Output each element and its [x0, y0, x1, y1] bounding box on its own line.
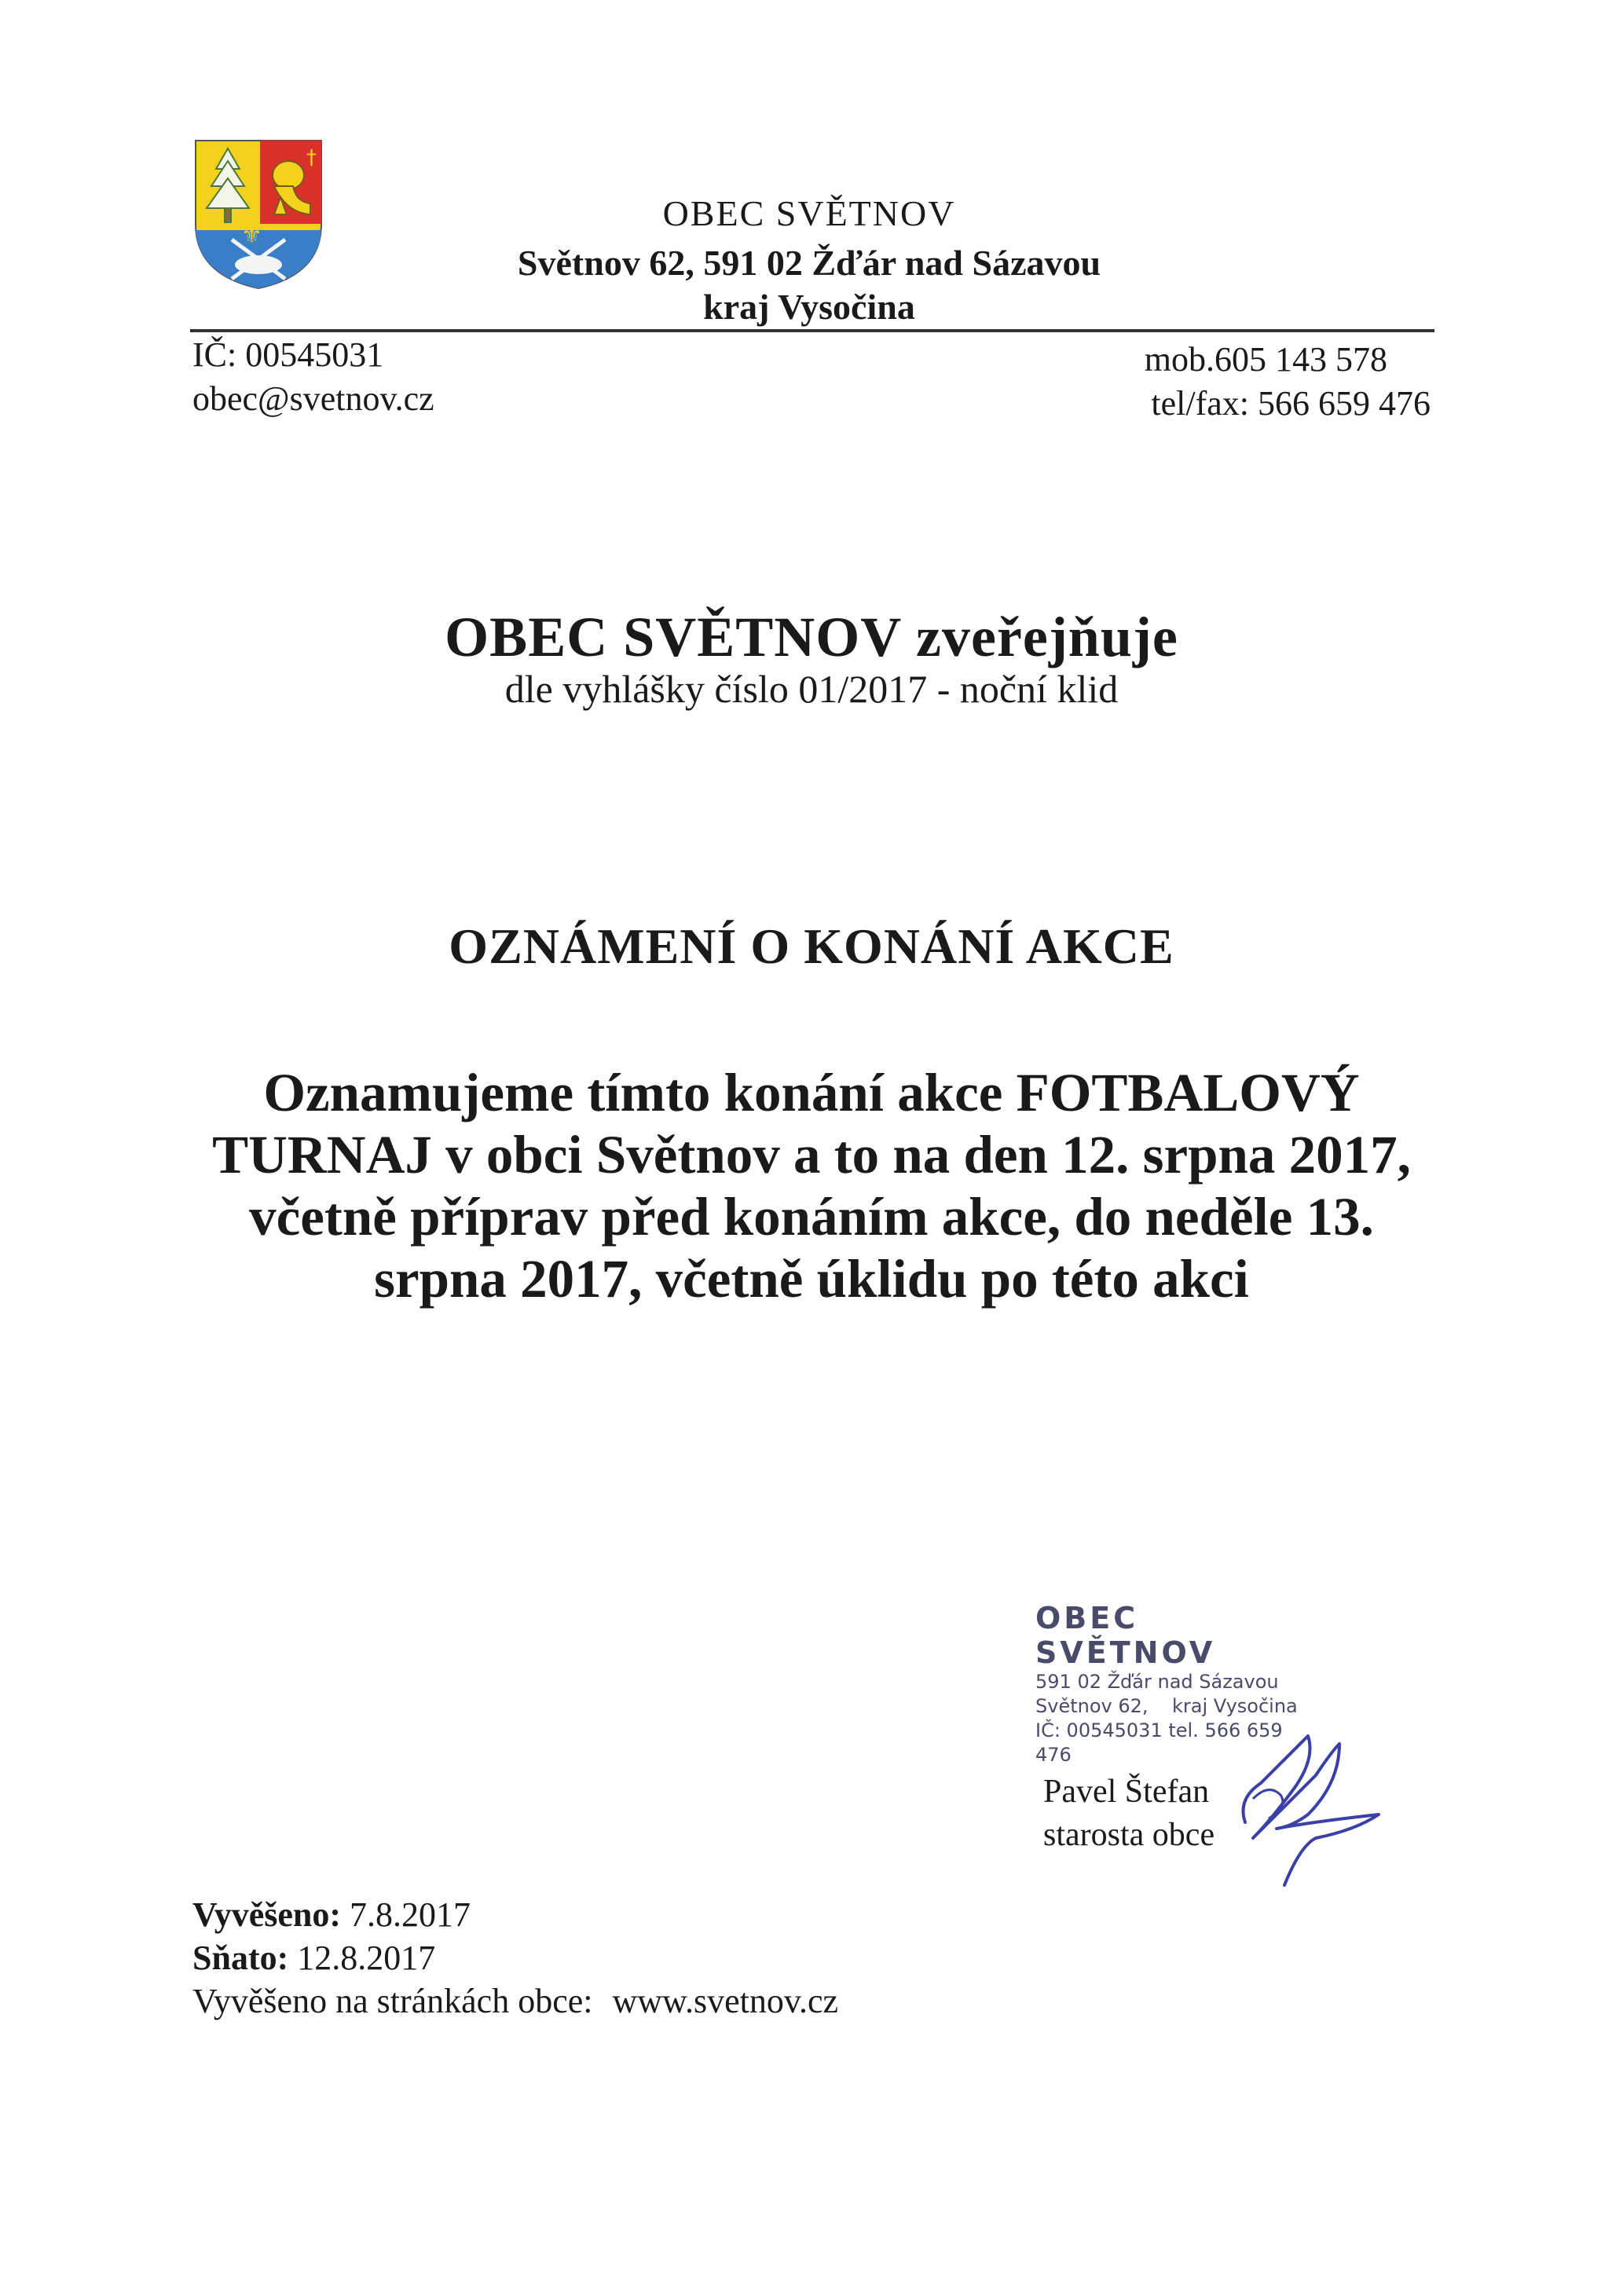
posted-date	[192, 1893, 471, 1936]
header-email[interactable]: obec@svetnov.cz	[192, 379, 434, 418]
stamp-title: OBEC SVĚTNOV	[1035, 1601, 1216, 1670]
publish-subtitle: dle vyhlášky číslo 01/2017 - noční klid	[504, 667, 1119, 711]
stamp-line-1: 591 02 Žďár nad Sázavou	[1035, 1671, 1279, 1693]
announcement-line: srpna 2017, včetně úklidu po této akci	[374, 1249, 1249, 1309]
removed-value: 12.8.2017	[297, 1939, 436, 1977]
header-telfax: tel/fax: 566 659 476	[1151, 384, 1431, 423]
coat-of-arms-icon	[192, 137, 324, 291]
header-region: kraj Vysočina	[703, 287, 915, 327]
header-divider	[190, 329, 1434, 332]
svg-text:†: †	[306, 146, 317, 170]
removed-date	[192, 1936, 435, 1979]
publish-title: OBEC SVĚTNOV zveřejňuje	[445, 606, 1178, 668]
removed-label: Sňato:	[192, 1939, 289, 1977]
web-link[interactable]: www.svetnov.cz	[612, 1982, 839, 2020]
announcement-line: Oznamujeme tímto konání akce FOTBALOVÝ	[263, 1063, 1360, 1122]
announcement-text	[183, 1062, 1440, 1310]
stamp-line-3: IČ: 00545031 tel. 566 659 476	[1035, 1719, 1283, 1766]
signer-role: starosta obce	[1043, 1817, 1215, 1853]
stamp-line-2: Světnov 62, kraj Vysočina	[1035, 1695, 1298, 1717]
posted-value: 7.8.2017	[350, 1895, 471, 1934]
web-label: Vyvěšeno na stránkách obce:	[192, 1982, 593, 2020]
header-address: Světnov 62, 591 02 Žďár nad Sázavou	[517, 243, 1101, 283]
header-mobile: mob.605 143 578	[1144, 340, 1387, 379]
announcement-line: včetně příprav před konáním akce, do neděle 13.	[249, 1187, 1374, 1247]
signer-name: Pavel Štefan	[1043, 1774, 1210, 1810]
header-org-title: OBEC SVĚTNOV	[662, 193, 956, 233]
svg-text:⚜: ⚜	[241, 222, 262, 249]
notice-heading: OZNÁMENÍ O KONÁNÍ AKCE	[449, 918, 1174, 974]
handwritten-signature-icon	[1222, 1728, 1387, 1889]
web-posting	[192, 1979, 838, 2023]
announcement-line: TURNAJ v obci Světnov a to na den 12. srpna 2017,	[212, 1125, 1411, 1185]
posted-label: Vyvěšeno:	[192, 1895, 342, 1934]
header-ic: IČ: 00545031	[192, 335, 384, 374]
